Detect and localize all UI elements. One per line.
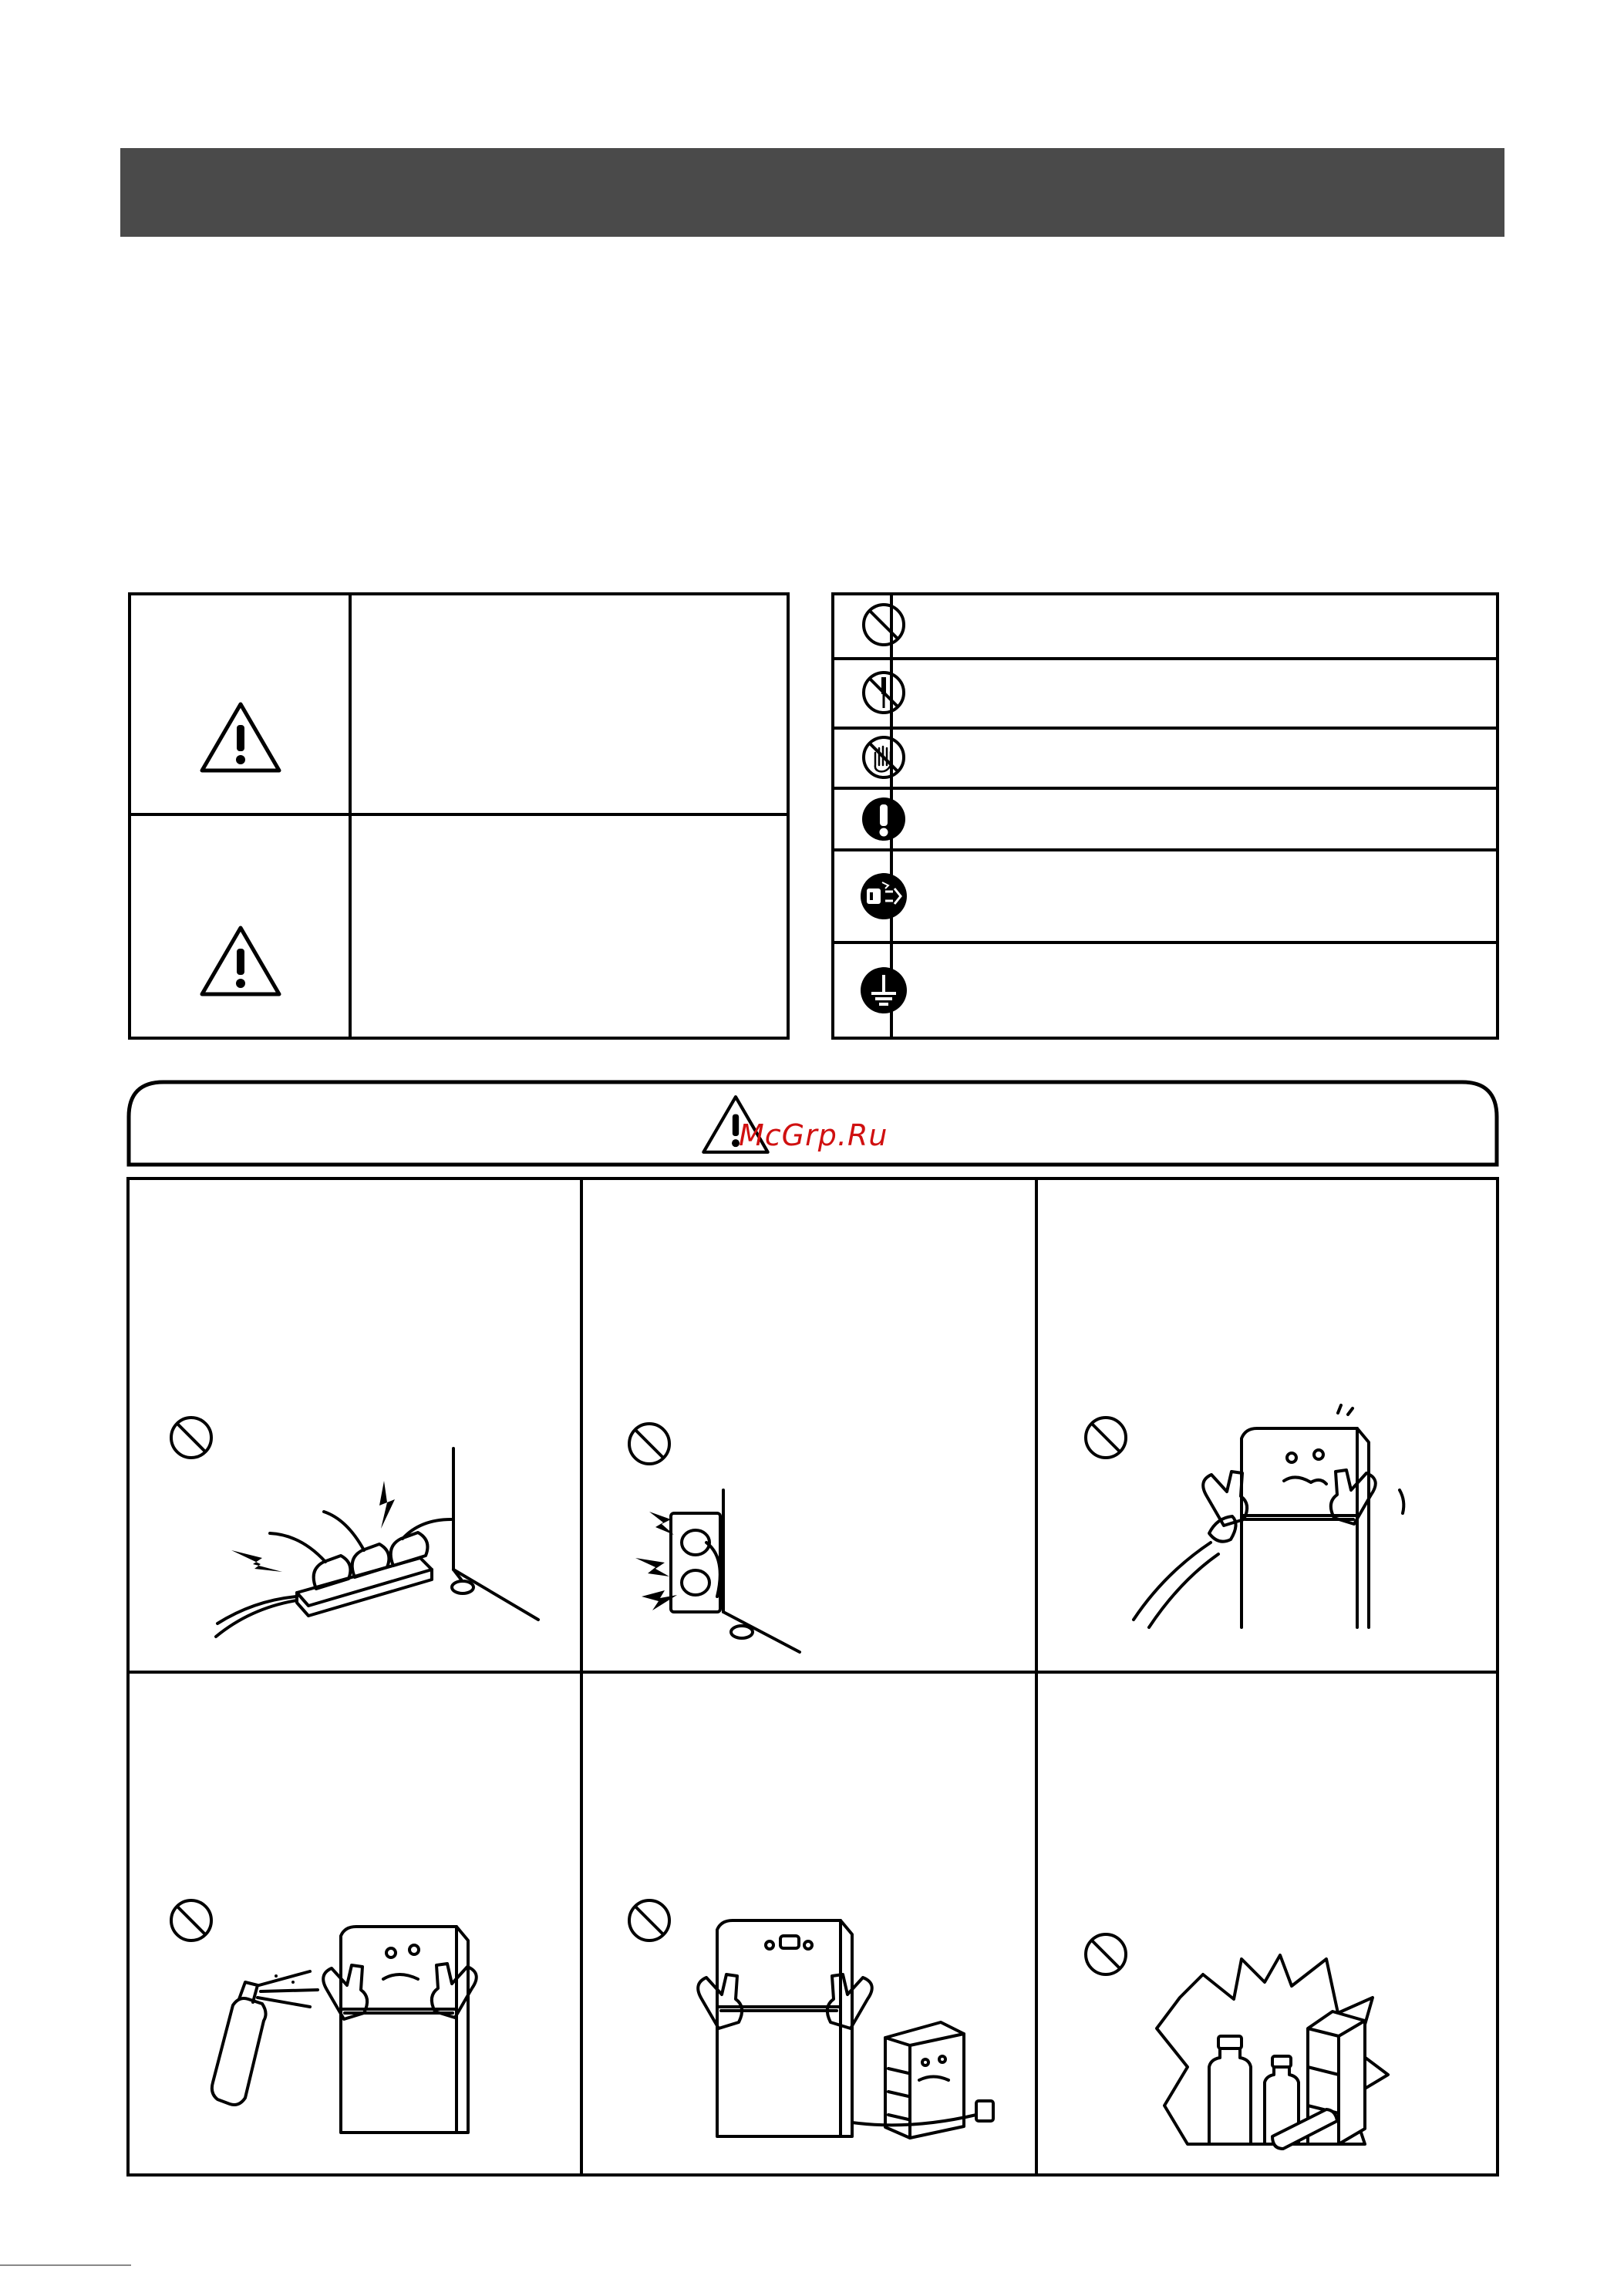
prohibited-icon <box>168 1414 214 1461</box>
prohibited-icon <box>626 1421 672 1467</box>
legend-row-divider <box>831 787 1499 790</box>
legend-row-divider <box>831 657 1499 660</box>
flammable-chemicals-illustration <box>1157 1951 1403 2152</box>
do-not-disassemble-icon <box>861 669 907 716</box>
do-not-touch-icon <box>861 734 907 781</box>
prohibited-icon <box>626 1897 672 1944</box>
mandatory-icon <box>861 796 907 842</box>
panels-col-divider <box>1035 1177 1038 2177</box>
legend-row-divider <box>831 727 1499 730</box>
power-strip-overload-illustration <box>208 1435 548 1651</box>
ground-icon <box>859 966 908 1015</box>
panels-row-divider <box>126 1671 1499 1674</box>
footer-rule <box>0 2264 131 2266</box>
legend-row-divider <box>831 848 1499 851</box>
watermark: McGrp.Ru <box>739 1118 888 1152</box>
severity-table-divider <box>349 592 352 1040</box>
prohibited-icon <box>861 602 907 648</box>
warning-triangle-icon <box>198 924 283 998</box>
header-bar <box>120 148 1504 237</box>
severity-table-row-divider <box>128 813 790 816</box>
panels-col-divider <box>580 1177 583 2177</box>
refrigerator-near-appliance-illustration <box>694 1899 1018 2146</box>
wall-outlet-sparks-illustration <box>626 1481 819 1666</box>
warning-triangle-icon <box>198 700 283 774</box>
unplug-icon <box>859 872 908 921</box>
prohibited-icon <box>1083 1931 1129 1978</box>
water-spray-refrigerator-illustration <box>1118 1404 1450 1635</box>
legend-row-divider <box>831 941 1499 944</box>
aerosol-spray-refrigerator-illustration <box>202 1905 534 2136</box>
